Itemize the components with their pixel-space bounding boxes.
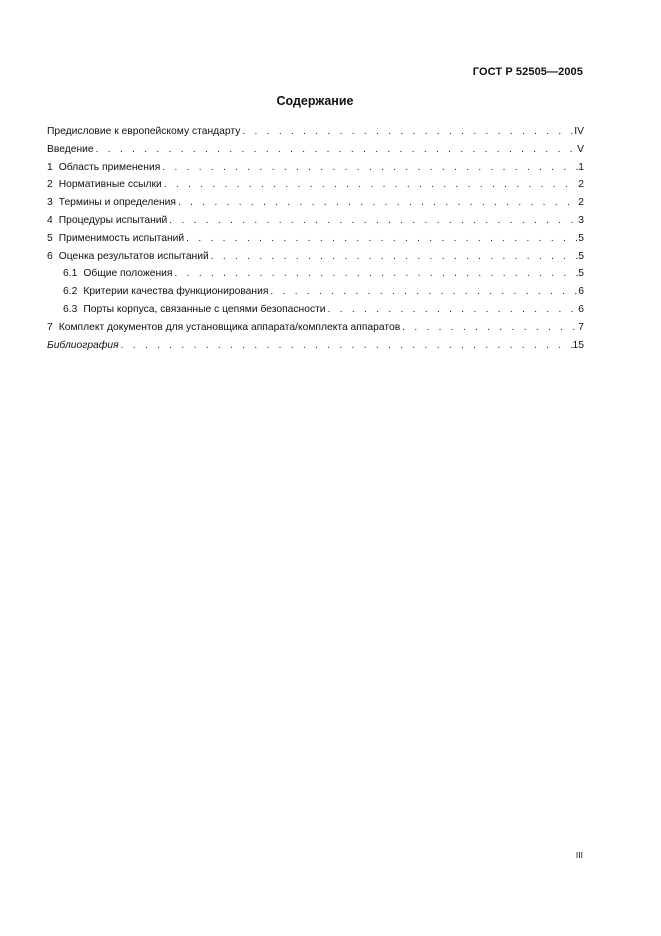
dot-leader [119,337,573,355]
dot-leader [94,141,578,159]
toc-entry-number: 3 [47,197,53,209]
toc-entry-label: Комплект документов для установщика аппарата/комплекта аппаратов [58,321,401,333]
toc-entry-label: Нормативные ссылки [58,179,162,191]
dot-leader [400,319,578,337]
toc-entry-label: Процедуры испытаний [58,214,168,226]
toc-entry-label: Применимость испытаний [58,232,185,244]
toc-entry-7[interactable] [47,319,584,337]
toc-entry-6-3[interactable] [47,301,584,319]
toc-entry-number: 6.2 [63,286,78,298]
toc-entry-6[interactable] [47,248,584,266]
toc-entry-page: 6 [578,303,584,315]
dot-leader [184,230,578,248]
toc-entry-page: 5 [578,232,584,244]
toc-entry-1[interactable] [47,159,584,177]
toc-entry-page: 5 [578,268,584,280]
toc-entry-label: Критерии качества функционирования [83,286,269,298]
toc-entry-page: 3 [578,214,584,226]
toc-entry-label: Термины и определения [58,197,176,209]
toc-entry-4[interactable] [47,212,584,230]
toc-entry-preface[interactable] [47,123,584,141]
document-code: ГОСТ Р 52505—2005 [472,66,583,78]
toc-entry-label: Порты корпуса, связанные с цепями безопасности [83,303,326,315]
dot-leader [173,265,579,283]
toc-entry-bibliography[interactable] [47,337,584,355]
dot-leader [162,176,578,194]
toc-entry-page: IV [574,126,584,137]
toc-entry-2[interactable] [47,176,584,194]
dot-leader [160,159,578,177]
toc-entry-number: 2 [47,179,53,191]
toc-entry-page: 15 [572,339,584,351]
page-number: III [575,850,583,860]
toc-entry-page: 1 [578,161,584,173]
toc-entry-6-2[interactable] [47,283,584,301]
toc-entry-page: 5 [578,250,584,262]
dot-leader [176,194,578,212]
toc-entry-label: Область применения [58,161,161,173]
toc-entry-number: 6.1 [63,268,78,280]
toc-entry-number: 1 [47,161,53,173]
toc-entry-number: 5 [47,232,53,244]
toc-entry-label: Оценка результатов испытаний [58,250,209,262]
toc-entry-number: 7 [47,321,53,333]
toc-entry-page: V [577,143,584,155]
toc-entry-page: 6 [578,286,584,298]
table-of-contents [47,123,584,354]
toc-entry-label: Общие положения [83,268,173,280]
toc-entry-page: 7 [578,321,584,333]
toc-entry-number: 6.3 [63,303,78,315]
toc-entry-introduction[interactable] [47,141,584,159]
toc-entry-number: 6 [47,250,53,262]
toc-entry-3[interactable] [47,194,584,212]
dot-leader [240,123,574,141]
toc-entry-6-1[interactable] [47,265,584,283]
toc-entry-page: 2 [578,197,584,209]
toc-entry-5[interactable] [47,230,584,248]
dot-leader [326,301,579,319]
toc-title: Содержание [276,94,354,108]
dot-leader [268,283,578,301]
toc-entry-number: 4 [47,214,53,226]
toc-entry-page: 2 [578,179,584,191]
toc-entry-label: Предисловие к европейскому стандарту [47,126,241,137]
dot-leader [167,212,578,230]
toc-entry-label: Введение [47,143,94,155]
toc-entry-label: Библиография [47,339,119,351]
dot-leader [209,248,579,266]
